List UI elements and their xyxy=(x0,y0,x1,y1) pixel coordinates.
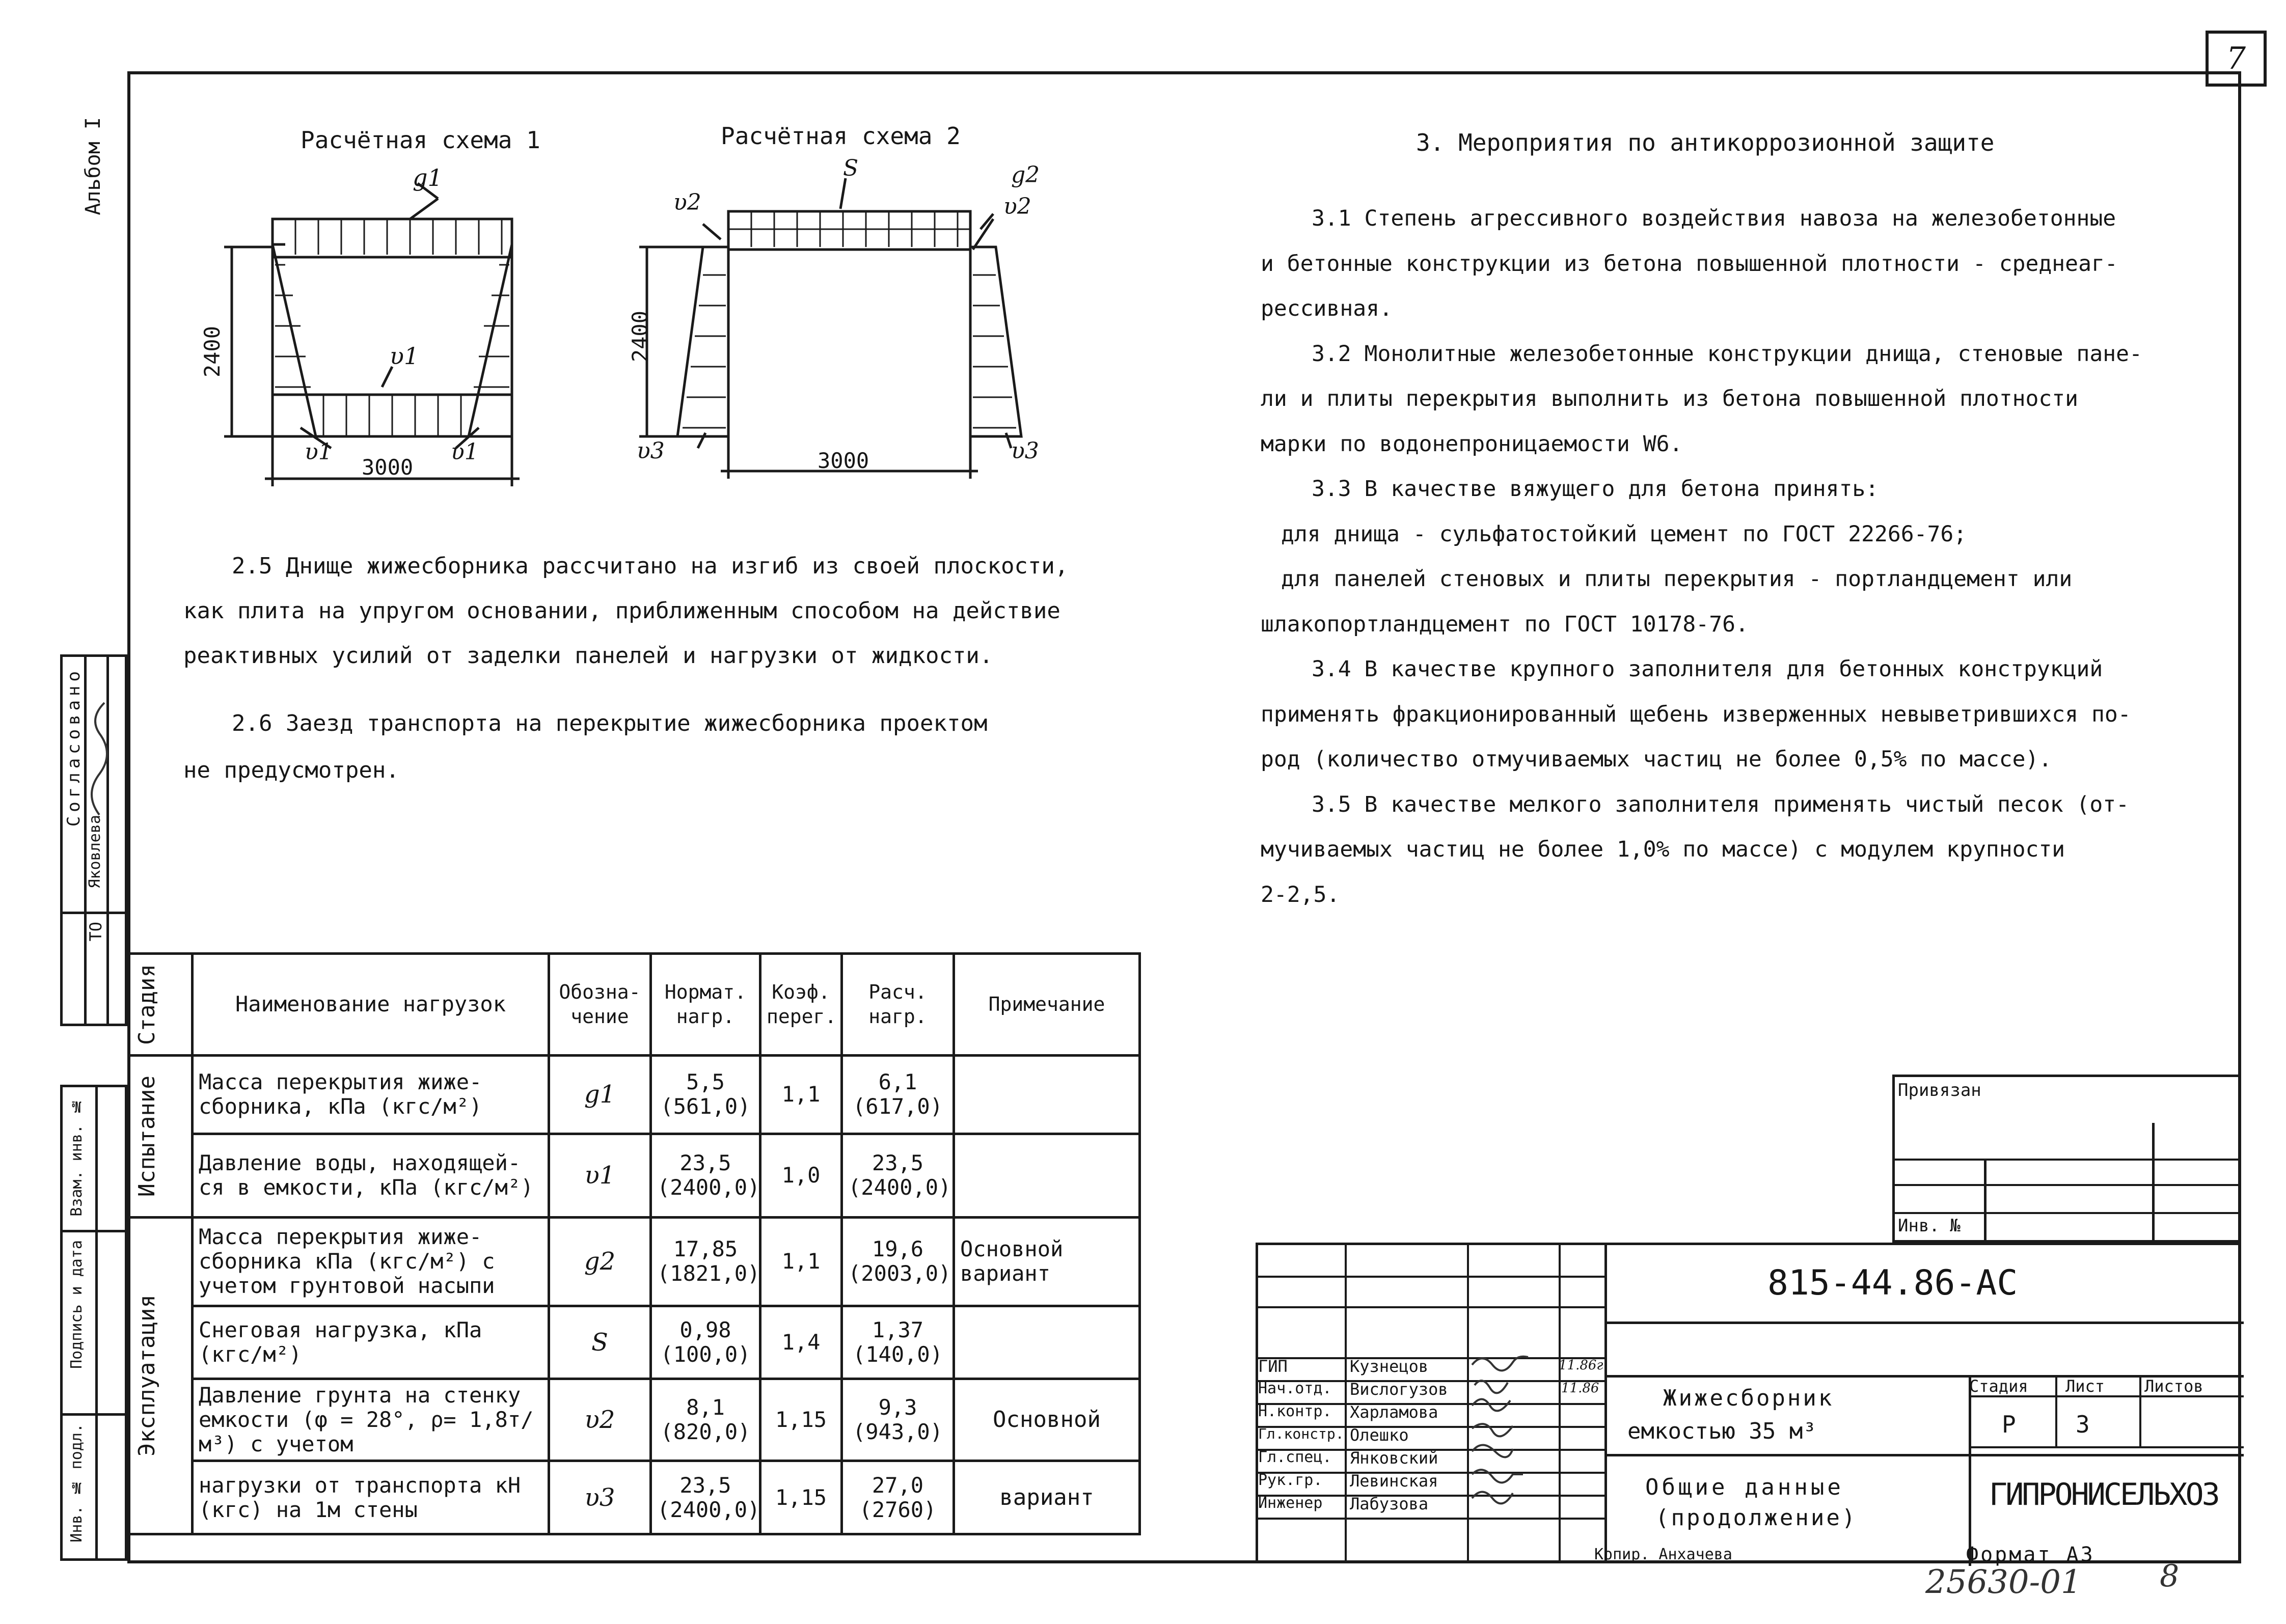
scheme2-s-label: S xyxy=(843,155,859,181)
calc-value-kgs: (617,0) xyxy=(852,1094,943,1119)
row-note xyxy=(954,1055,1140,1134)
text-line: как плита на упругом основании, приближенным способом на действие xyxy=(183,598,1060,624)
copier-label: Копир. Анхачева xyxy=(1594,1546,1732,1563)
row-symbol: υ1 xyxy=(549,1134,651,1217)
norm-value-kgs: (2400,0) xyxy=(657,1497,760,1522)
calc-value-kgs: (2400,0) xyxy=(848,1175,951,1200)
text-line: 2.5 Днище жижесборника рассчитано на изгиб из своей плоскости, xyxy=(232,553,1069,579)
calc-value-kgs: (2760) xyxy=(859,1497,937,1522)
row-calc xyxy=(842,1306,954,1379)
stage-header: Стадия xyxy=(1969,1377,2028,1396)
row-calc xyxy=(842,1217,954,1306)
scheme1-height-wrap xyxy=(200,326,230,387)
calc-value: 19,6 xyxy=(872,1236,924,1262)
row-coef: 1,1 xyxy=(760,1055,842,1134)
scheme2-v-bottom-right: υ3 xyxy=(1011,438,1039,464)
sheet-number: 7 xyxy=(2226,41,2246,76)
agreed-name: Яковлева xyxy=(86,815,104,889)
sheet-title-cont: (продолжение) xyxy=(1655,1505,1858,1531)
scheme2-v-bottom-left: υ3 xyxy=(637,438,665,464)
document-stamp xyxy=(60,1085,127,1561)
text-line: 3.1 Степень агрессивного воздействия навоза на железобетонные xyxy=(1312,206,2116,231)
replaced-inv-label: Взам. инв. № xyxy=(68,1097,86,1217)
calc-value: 23,5 xyxy=(872,1150,924,1176)
row-symbol: g1 xyxy=(549,1055,651,1134)
row-norm xyxy=(651,1379,760,1461)
table-row xyxy=(129,1379,1140,1461)
staff-role: Н.контр. xyxy=(1258,1402,1332,1420)
scheme1-v-center: υ1 xyxy=(390,342,419,370)
staff-role: Гл.констр. xyxy=(1258,1425,1344,1442)
row-norm xyxy=(651,1134,760,1217)
staff-name: Олешко xyxy=(1350,1425,1409,1445)
stage-operation-cell xyxy=(129,1217,193,1534)
binding-box xyxy=(1892,1075,2241,1243)
row-coef: 1,1 xyxy=(760,1217,842,1306)
row-symbol: υ3 xyxy=(549,1461,651,1534)
norm-value: 23,5 xyxy=(679,1150,731,1176)
text-line: реактивных усилий от заделки панелей и нагрузки от жидкости. xyxy=(183,643,993,669)
object-capacity: емкостью 35 м³ xyxy=(1627,1418,1816,1444)
staff-role: Гл.спец. xyxy=(1258,1448,1332,1466)
text-line: не предусмотрен. xyxy=(183,757,399,783)
calc-value-kgs: (943,0) xyxy=(852,1419,943,1445)
row-coef: 1,4 xyxy=(760,1306,842,1379)
agreement-signature xyxy=(69,693,120,825)
row-name: нагрузки от транспорта кН (кгс) на 1м стены xyxy=(193,1461,549,1534)
header-coef: Коэф. перег. xyxy=(760,954,842,1056)
text-line: для днища - сульфатостойкий цемент по ГОСТ 22266-76; xyxy=(1281,521,1967,547)
section3-body xyxy=(1261,196,2142,917)
table-row xyxy=(129,1461,1140,1534)
row-note: вариант xyxy=(954,1461,1140,1534)
row-coef: 1,0 xyxy=(760,1134,842,1217)
inv-orig-label: Инв. № подл. xyxy=(68,1423,86,1543)
scheme1-top-load xyxy=(273,219,512,257)
scheme2-height: 2400 xyxy=(628,311,652,363)
scheme1-height: 2400 xyxy=(200,326,225,378)
staff-name: Кузнецов xyxy=(1350,1357,1429,1376)
text-line: шлакопортландцемент по ГОСТ 10178-76. xyxy=(1261,611,1749,637)
row-name: Давление воды, находящей-ся в емкости, кПа (кгс/м²) xyxy=(193,1134,549,1217)
header-note: Примечание xyxy=(954,954,1140,1056)
calc-value: 9,3 xyxy=(878,1395,917,1420)
header-norm: Нормат. нагр. xyxy=(651,954,760,1056)
staff-name: Янковский xyxy=(1350,1448,1438,1468)
staff-name: Харламова xyxy=(1350,1402,1438,1422)
agreed-label: Согласовано xyxy=(64,667,84,827)
staff-role: ГИП xyxy=(1258,1357,1288,1376)
row-coef: 1,15 xyxy=(760,1379,842,1461)
table-header-row xyxy=(129,954,1140,1056)
row-norm xyxy=(651,1055,760,1134)
scheme1-v-left: υ1 xyxy=(305,439,333,465)
text-line: 3.3 В качестве вяжущего для бетона принять: xyxy=(1312,476,1879,502)
row-name: Давление грунта на стенку емкости (φ = 28°, ρ= 1,8т/м³) с учетом xyxy=(193,1379,549,1461)
text-line: род (количество отмучиваемых частиц не более 0,5% по массе). xyxy=(1261,747,2052,772)
scheme2-v-top-left: υ2 xyxy=(673,189,701,215)
scheme2-g-label: g2 xyxy=(1011,162,1040,188)
scheme2-title: Расчётная схема 2 xyxy=(721,122,961,150)
row-calc xyxy=(842,1461,954,1534)
scheme1-v-right: υ1 xyxy=(451,439,479,465)
staff-name: Левинская xyxy=(1350,1471,1438,1491)
table-row xyxy=(129,1134,1140,1217)
sheet-value: 3 xyxy=(2076,1411,2090,1438)
header-stage xyxy=(129,954,193,1056)
page-number: 8 xyxy=(2160,1558,2180,1594)
header-name: Наименование нагрузок xyxy=(193,954,549,1056)
row-calc xyxy=(842,1055,954,1134)
norm-value: 8,1 xyxy=(686,1395,725,1420)
text-line: 2.6 Заезд транспорта на перекрытие жижесборника проектом xyxy=(232,710,988,736)
sheet-header: Лист xyxy=(2065,1377,2105,1396)
calc-value-kgs: (140,0) xyxy=(852,1342,943,1367)
staff-name: Лабузова xyxy=(1350,1494,1429,1513)
row-note xyxy=(954,1134,1140,1217)
scheme2-height-wrap xyxy=(628,311,658,372)
staff-role: Рук.гр. xyxy=(1258,1471,1323,1489)
staff-role: Инженер xyxy=(1258,1494,1323,1512)
binding-label: Привязан xyxy=(1898,1080,1981,1100)
object-name: Жижесборник xyxy=(1663,1385,1834,1411)
text-line: мучиваемых частиц не более 1,0% по массе) с модулем крупности xyxy=(1261,837,2065,862)
album-label: Альбом I xyxy=(81,117,105,215)
row-norm xyxy=(651,1306,760,1379)
row-calc xyxy=(842,1134,954,1217)
text-line: 3.5 В качестве мелкого заполнителя применять чистый песок (от- xyxy=(1312,791,2130,817)
scheme2-width: 3000 xyxy=(818,448,869,473)
stage-value: Р xyxy=(2002,1411,2016,1438)
row-name: Масса перекрытия жиже-сборника, кПа (кгс/м²) xyxy=(193,1055,549,1134)
row-note: Основной xyxy=(954,1379,1140,1461)
row-note: Основной вариант xyxy=(954,1217,1140,1306)
sheet-title: Общие данные xyxy=(1645,1474,1844,1500)
norm-value: 23,5 xyxy=(679,1472,731,1498)
row-symbol: υ2 xyxy=(549,1379,651,1461)
row-note xyxy=(954,1306,1140,1379)
inv-label: Инв. № xyxy=(1898,1216,1961,1236)
stage-test-cell xyxy=(129,1055,193,1217)
header-calc: Расч. нагр. xyxy=(842,954,954,1056)
calc-value: 27,0 xyxy=(872,1472,924,1498)
staff-name: Вислогузов xyxy=(1350,1380,1448,1399)
text-line: применять фракционированный щебень изверженных невыветрившихся по- xyxy=(1261,701,2131,727)
text-line: ли и плиты перекрытия выполнить из бетона повышенной плотности xyxy=(1261,386,2079,411)
staff-date: 11.86 xyxy=(1561,1381,1599,1396)
calc-value: 6,1 xyxy=(878,1069,917,1095)
staff-role: Нач.отд. xyxy=(1258,1380,1332,1397)
text-line: 3.4 В качестве крупного заполнителя для бетонных конструкций xyxy=(1312,656,2103,682)
staff-date: 11.86г xyxy=(1559,1358,1603,1373)
table-row xyxy=(129,1055,1140,1134)
norm-value-kgs: (561,0) xyxy=(660,1094,751,1119)
table-row xyxy=(129,1217,1140,1306)
format-label: Формат А3 xyxy=(1966,1543,2095,1566)
row-name: Масса перекрытия жиже-сборника кПа (кгс/м²) с учетом грунтовой насыпи xyxy=(193,1217,549,1306)
norm-value-kgs: (2400,0) xyxy=(657,1175,760,1200)
header-symbol: Обозна-чение xyxy=(549,954,651,1056)
table-row xyxy=(129,1306,1140,1379)
scheme2-v-top-right: υ2 xyxy=(1003,194,1031,219)
calc-value-kgs: (2003,0) xyxy=(848,1261,951,1286)
section3-heading: 3. Мероприятия по антикоррозионной защите xyxy=(1416,129,1995,156)
row-calc xyxy=(842,1379,954,1461)
row-norm xyxy=(651,1461,760,1534)
row-norm xyxy=(651,1217,760,1306)
text-line: для панелей стеновых и плиты перекрытия - портландцемент или xyxy=(1281,566,2073,592)
norm-value: 5,5 xyxy=(686,1069,725,1095)
norm-value: 0,98 xyxy=(679,1317,731,1343)
paragraph-2-6 xyxy=(183,700,987,794)
stage-operation: Эксплуатация xyxy=(134,1295,160,1457)
scheme1-title: Расчётная схема 1 xyxy=(301,126,540,154)
row-symbol: S xyxy=(549,1306,651,1379)
row-coef: 1,15 xyxy=(760,1461,842,1534)
row-name: Снеговая нагрузка, кПа (кгс/м²) xyxy=(193,1306,549,1379)
norm-value-kgs: (820,0) xyxy=(660,1419,751,1445)
text-line: и бетонные конструкции из бетона повышенной плотности - среднеаг- xyxy=(1261,251,2118,277)
norm-value: 17,85 xyxy=(673,1236,738,1262)
to-label: ТО xyxy=(86,922,105,942)
signatures xyxy=(1467,1350,1569,1518)
text-line: марки по водонепроницаемости W6. xyxy=(1261,431,1683,457)
text-line: 3.2 Монолитные железобетонные конструкции днища, стеновые пане- xyxy=(1312,341,2142,367)
paragraph-2-5 xyxy=(183,544,1068,678)
sheets-header: Листов xyxy=(2144,1377,2203,1396)
scheme1-width: 3000 xyxy=(362,455,414,480)
norm-value-kgs: (100,0) xyxy=(660,1342,751,1367)
stage-test: Испытание xyxy=(134,1076,160,1197)
text-line: рессивная. xyxy=(1261,296,1393,321)
text-line: 2-2,5. xyxy=(1261,882,1340,907)
archive-number: 25630-01 xyxy=(1925,1563,2082,1601)
scheme1-g-label: g1 xyxy=(413,164,443,191)
loads-table xyxy=(127,952,1141,1535)
header-stage-text: Стадия xyxy=(134,964,160,1045)
calc-value: 1,37 xyxy=(872,1317,924,1343)
organization: ГИПРОНИСЕЛЬХОЗ xyxy=(1989,1477,2218,1512)
row-symbol: g2 xyxy=(549,1217,651,1306)
sign-date-label: Подпись и дата xyxy=(68,1240,86,1369)
document-code: 815-44.86-АС xyxy=(1767,1263,2018,1303)
norm-value-kgs: (1821,0) xyxy=(657,1261,760,1286)
